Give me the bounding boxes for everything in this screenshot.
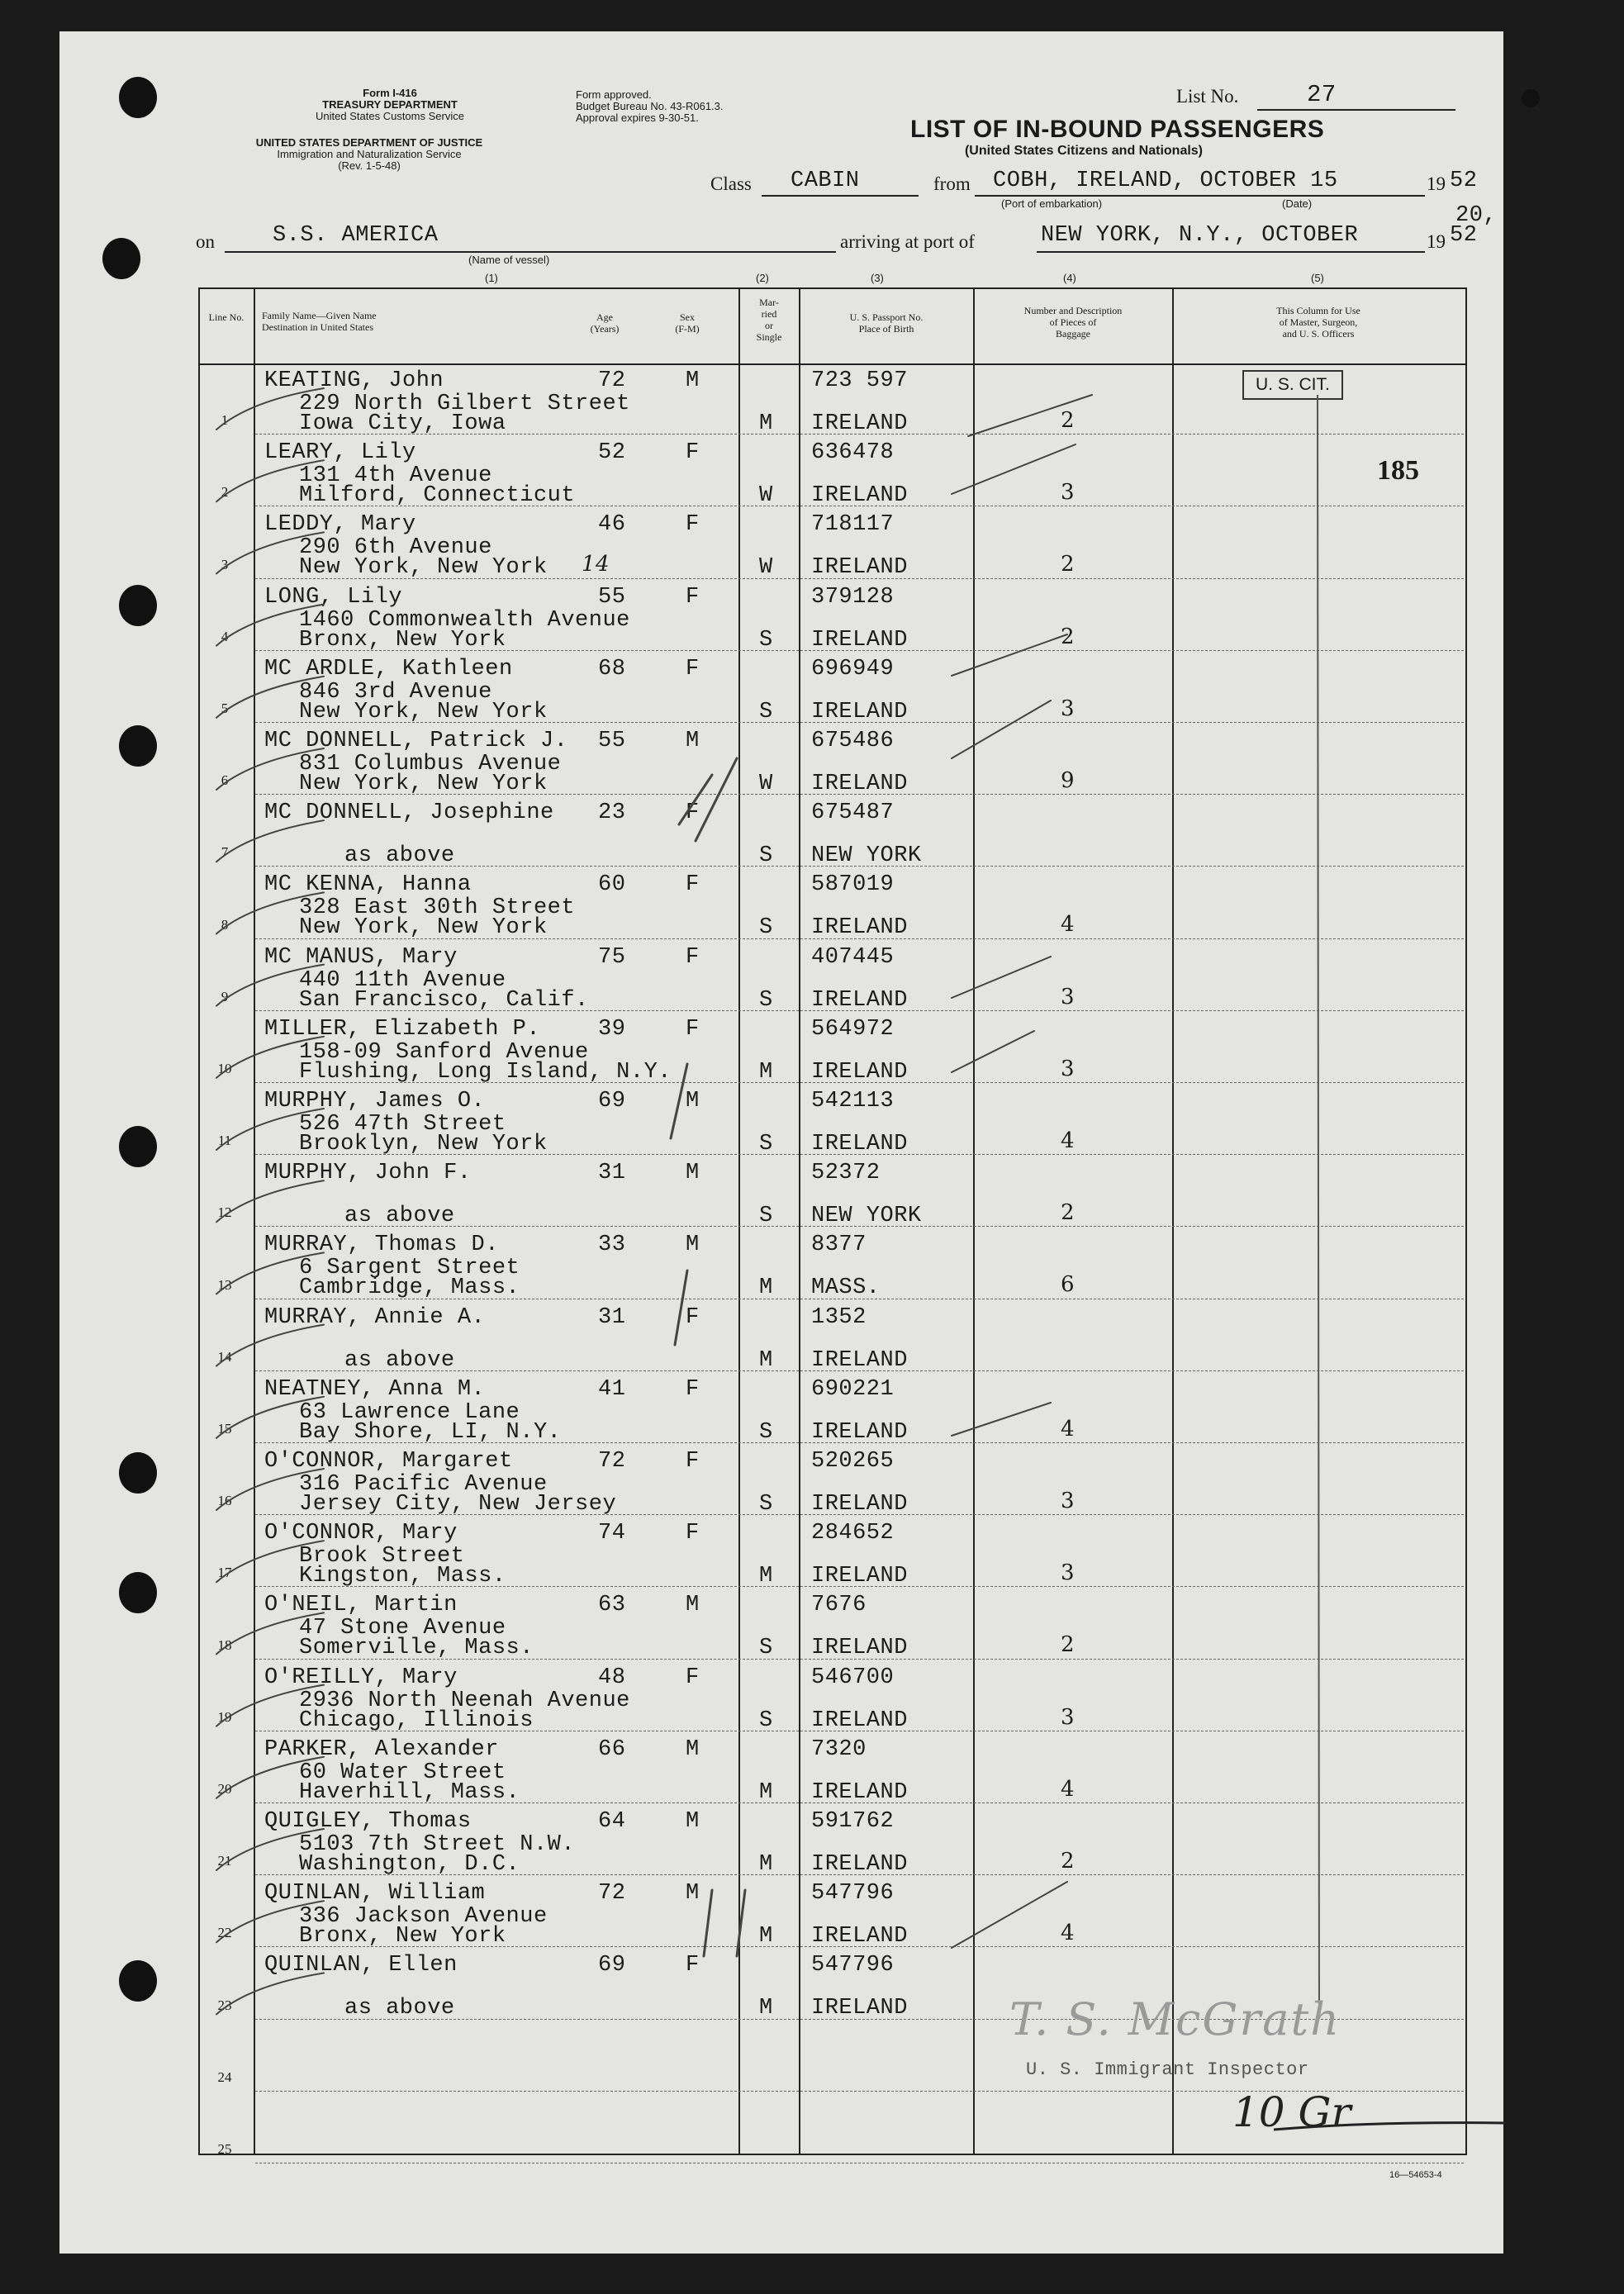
year-prefix: 19 — [1427, 173, 1446, 194]
place-of-birth: NEW YORK — [811, 843, 922, 869]
address-city: Flushing, Long Island, N.Y. — [299, 1059, 672, 1085]
passport-number: 591762 — [811, 1809, 895, 1834]
passenger-sex: F — [686, 1016, 700, 1042]
address-street: 229 North Gilbert Street — [299, 392, 630, 416]
passenger-age: 23 — [598, 800, 626, 826]
marital-status: M — [759, 1059, 773, 1085]
passenger-sex: M — [686, 1809, 700, 1834]
passenger-age: 48 — [598, 1665, 626, 1690]
passenger-sex: M — [686, 1593, 700, 1618]
page-subtitle: (United States Citizens and Nationals) — [964, 144, 1204, 158]
passenger-name: MC MANUS, Mary — [264, 944, 458, 970]
on-label: on — [196, 231, 215, 252]
address-city: Washington, D.C. — [299, 1852, 520, 1877]
address-as-above: as above — [344, 843, 455, 869]
passport-number: 690221 — [811, 1376, 895, 1402]
address-street: 6 Sargent Street — [299, 1256, 520, 1281]
us-citizen-stamp: U. S. CIT. — [1242, 370, 1343, 400]
address-street: 290 6th Avenue — [299, 535, 492, 561]
baggage-count: 4 — [1061, 1128, 1076, 1153]
line-number: 14 — [217, 1348, 232, 1365]
passenger-sex: F — [686, 584, 700, 610]
vessel-name: S.S. AMERICA — [273, 223, 439, 248]
passenger-age: 72 — [598, 368, 626, 393]
inspector-initials: 10 Gr — [1232, 2088, 1351, 2136]
passenger-sex: M — [686, 729, 700, 753]
marital-status: M — [759, 1924, 773, 1950]
line-number: 22 — [217, 1925, 232, 1941]
class-label: Class — [710, 173, 752, 194]
place-of-birth: IRELAND — [811, 1419, 908, 1445]
passenger-age: 74 — [598, 1521, 626, 1546]
marital-status: M — [759, 1564, 773, 1589]
passenger-sex: M — [686, 1089, 700, 1114]
passenger-age: 31 — [598, 1304, 626, 1330]
line-number: 9 — [221, 988, 229, 1005]
place-of-birth: IRELAND — [811, 411, 908, 436]
line-number: 5 — [221, 701, 229, 716]
place-of-birth: IRELAND — [811, 627, 908, 653]
header-line-no: Line No. — [208, 311, 245, 323]
address-city: Brooklyn, New York — [299, 1132, 548, 1156]
address-city: Bay Shore, LI, N.Y. — [299, 1419, 562, 1445]
line-number: 15 — [217, 1421, 232, 1437]
address-street: 158-09 Sanford Avenue — [299, 1039, 589, 1065]
line-number: 10 — [217, 1061, 232, 1076]
passenger-name: QUIGLEY, Thomas — [264, 1809, 472, 1834]
marital-status: S — [759, 1707, 773, 1733]
passenger-name: LEDDY, Mary — [264, 512, 416, 538]
baggage-count: 4 — [1061, 1921, 1076, 1946]
passport-number: 284652 — [811, 1521, 895, 1546]
passport-number: 675486 — [811, 729, 895, 753]
passport-number: 587019 — [811, 872, 895, 898]
baggage-count: 2 — [1061, 624, 1076, 649]
line-number: 2 — [221, 484, 229, 501]
passenger-age: 52 — [598, 440, 626, 466]
line-number: 19 — [217, 1708, 232, 1725]
address-as-above: as above — [344, 1204, 455, 1229]
address-city: Somerville, Mass. — [299, 1636, 534, 1661]
header-age-unit: (Years) — [590, 323, 620, 335]
list-no: 27 — [1307, 81, 1337, 108]
passport-number: 696949 — [811, 656, 895, 682]
baggage-count: 2 — [1061, 1632, 1076, 1658]
place-of-birth: IRELAND — [811, 1492, 908, 1517]
header-married-1: Mar- — [759, 297, 779, 308]
passenger-name: O'NEIL, Martin — [264, 1593, 458, 1618]
line-number: 21 — [217, 1853, 232, 1869]
marital-status: S — [759, 627, 773, 653]
line-number: 4 — [221, 628, 229, 644]
line-number: 18 — [217, 1636, 232, 1653]
marital-status: S — [759, 987, 773, 1013]
justice-dept: UNITED STATES DEPARTMENT OF JUSTICE — [255, 136, 483, 149]
marital-status: W — [759, 555, 773, 581]
from-year: 52 — [1450, 169, 1478, 193]
from-value: COBH, IRELAND, OCTOBER 15 — [993, 169, 1338, 193]
passport-number: 1352 — [811, 1304, 867, 1330]
marital-status: M — [759, 1779, 773, 1805]
baggage-count: 2 — [1061, 1200, 1076, 1226]
baggage-count: 3 — [1061, 984, 1076, 1009]
baggage-count: 3 — [1061, 1704, 1076, 1730]
passenger-age: 55 — [598, 729, 626, 753]
officer-count: 185 — [1377, 455, 1419, 486]
passenger-sex: F — [686, 1953, 700, 1978]
passenger-name: MURRAY, Annie A. — [264, 1304, 486, 1330]
passenger-sex: F — [686, 512, 700, 538]
arrival-year-prefix: 19 — [1427, 231, 1446, 252]
place-of-birth: IRELAND — [811, 915, 908, 941]
passenger-age: 68 — [598, 656, 626, 682]
address-street: 1460 Commonwealth Avenue — [299, 607, 630, 633]
baggage-count: 3 — [1061, 1056, 1076, 1081]
vessel-note: (Name of vessel) — [468, 254, 550, 266]
address-as-above: as above — [344, 1996, 455, 2021]
header-officers-2: of Master, Surgeon, — [1279, 316, 1358, 328]
address-city: Bronx, New York — [299, 627, 506, 653]
binder-hole — [1522, 89, 1540, 107]
passport-number: 636478 — [811, 440, 895, 466]
arriving-label: arriving at port of — [840, 231, 975, 252]
treasury-dept: TREASURY DEPARTMENT — [322, 98, 458, 111]
passenger-sex: F — [686, 1665, 700, 1690]
passenger-sex: F — [686, 800, 700, 826]
address-city: Milford, Connecticut — [299, 483, 576, 509]
marital-status: S — [759, 699, 773, 724]
address-as-above: as above — [344, 1347, 455, 1373]
class-value: CABIN — [791, 169, 860, 193]
passenger-name: O'CONNOR, Mary — [264, 1521, 458, 1546]
passport-number: 564972 — [811, 1016, 895, 1042]
passenger-age: 55 — [598, 584, 626, 610]
line-number: 3 — [221, 556, 229, 572]
line-number: 1 — [221, 412, 229, 429]
passenger-name: QUINLAN, William — [264, 1881, 486, 1907]
header-officers-1: This Column for Use — [1276, 305, 1360, 316]
footer-code: 16—54653-4 — [1389, 2170, 1442, 2180]
place-of-birth: IRELAND — [811, 699, 908, 724]
passenger-sex: F — [686, 1521, 700, 1546]
line-number: 16 — [217, 1493, 232, 1509]
passport-number: 379128 — [811, 584, 895, 610]
header-age: Age — [596, 311, 613, 323]
line-number: 25 — [217, 2141, 232, 2157]
form-number: Form I-416 — [363, 87, 417, 99]
passenger-list-page — [59, 31, 1503, 2254]
marital-status: S — [759, 1132, 773, 1156]
place-of-birth: IRELAND — [811, 1564, 908, 1589]
address-street: 47 Stone Avenue — [299, 1616, 506, 1641]
header-baggage-2: of Pieces of — [1049, 316, 1097, 328]
passenger-sex: F — [686, 1376, 700, 1402]
header-name: Family Name—Given Name — [262, 310, 377, 321]
baggage-count: 4 — [1061, 912, 1076, 938]
marital-status: S — [759, 1204, 773, 1229]
passport-number: 8377 — [811, 1232, 867, 1258]
place-of-birth: IRELAND — [811, 1132, 908, 1156]
address-street: 5103 7th Street N.W. — [299, 1832, 576, 1857]
passenger-name: QUINLAN, Ellen — [264, 1953, 458, 1978]
marital-status: S — [759, 1492, 773, 1517]
revision: (Rev. 1-5-48) — [338, 159, 401, 172]
line-number: 23 — [217, 1997, 232, 2013]
passenger-age: 33 — [598, 1232, 626, 1258]
passport-number: 7676 — [811, 1593, 867, 1618]
line-number: 6 — [221, 772, 229, 789]
address-city: Jersey City, New Jersey — [299, 1492, 617, 1517]
marital-status: S — [759, 1636, 773, 1661]
place-of-birth: IRELAND — [811, 1996, 908, 2021]
passport-number: 407445 — [811, 944, 895, 970]
address-city: Bronx, New York — [299, 1924, 506, 1950]
arrival-day: 20, — [1455, 203, 1498, 228]
address-city: Kingston, Mass. — [299, 1564, 506, 1589]
line-number: 17 — [217, 1565, 232, 1581]
passenger-age: 39 — [598, 1016, 626, 1042]
address-street: 328 East 30th Street — [299, 895, 576, 921]
budget-bureau: Budget Bureau No. 43-R061.3. — [576, 100, 724, 112]
header-married-3: or — [765, 320, 773, 331]
address-street: 526 47th Street — [299, 1112, 506, 1137]
header-officers-3: and U. S. Officers — [1282, 328, 1355, 340]
place-of-birth: IRELAND — [811, 1779, 908, 1805]
from-label: from — [933, 173, 971, 194]
passport-number: 675487 — [811, 800, 895, 826]
address-street: 131 4th Avenue — [299, 463, 492, 489]
place-of-birth: IRELAND — [811, 1924, 908, 1950]
passenger-name: MC KENNA, Hanna — [264, 872, 472, 898]
address-street: 440 11th Avenue — [299, 967, 506, 993]
passport-number: 547796 — [811, 1881, 895, 1907]
header-married-4: Single — [756, 331, 782, 343]
baggage-count: 3 — [1061, 480, 1076, 506]
line-number: 13 — [217, 1276, 232, 1293]
place-of-birth: NEW YORK — [811, 1204, 922, 1229]
ins-service: Immigration and Naturalization Service — [277, 148, 462, 160]
arrival-year: 52 — [1450, 223, 1478, 248]
address-city: Iowa City, Iowa — [299, 411, 506, 436]
header-passport: U. S. Passport No. — [849, 311, 924, 323]
marital-status: M — [759, 1347, 773, 1373]
address-city: Chicago, Illinois — [299, 1707, 534, 1733]
address-street: Brook Street — [299, 1544, 465, 1570]
baggage-count: 4 — [1061, 1776, 1076, 1802]
place-of-birth: IRELAND — [811, 555, 908, 581]
passenger-name: MURPHY, John F. — [264, 1161, 472, 1186]
passenger-age: 63 — [598, 1593, 626, 1618]
passport-number: 520265 — [811, 1449, 895, 1474]
place-of-birth: IRELAND — [811, 483, 908, 509]
place-of-birth: IRELAND — [811, 1707, 908, 1733]
baggage-count: 2 — [1061, 1849, 1076, 1874]
passenger-age: 72 — [598, 1449, 626, 1474]
passenger-age: 66 — [598, 1736, 626, 1762]
marital-status: S — [759, 915, 773, 941]
passport-number: 7320 — [811, 1736, 867, 1762]
baggage-count: 6 — [1061, 1272, 1076, 1298]
arrival-port: NEW YORK, N.Y., OCTOBER — [1041, 223, 1359, 248]
port-embark-note: (Port of embarkation) — [1001, 197, 1103, 210]
address-street: 63 Lawrence Lane — [299, 1399, 520, 1425]
address-city: San Francisco, Calif. — [299, 987, 589, 1013]
passenger-name: LONG, Lily — [264, 584, 403, 610]
baggage-count: 2 — [1061, 552, 1076, 577]
column-number-2: (2) — [756, 272, 769, 284]
passenger-age: 69 — [598, 1089, 626, 1114]
customs-service: United States Customs Service — [316, 110, 464, 122]
date-note: (Date) — [1282, 197, 1313, 210]
marital-status: M — [759, 411, 773, 436]
inspector-title: U. S. Immigrant Inspector — [1026, 2059, 1309, 2080]
passport-number: 723 597 — [811, 368, 908, 393]
baggage-count: 3 — [1061, 696, 1076, 721]
line-number: 11 — [217, 1133, 232, 1149]
passport-number: 542113 — [811, 1089, 895, 1114]
page-title: LIST OF IN-BOUND PASSENGERS — [910, 116, 1325, 143]
passenger-age: 64 — [598, 1809, 626, 1834]
column-number-5: (5) — [1311, 272, 1324, 284]
passport-number: 52372 — [811, 1161, 881, 1186]
line-number: 20 — [217, 1781, 232, 1797]
line-number: 8 — [221, 916, 229, 933]
marital-status: M — [759, 1275, 773, 1301]
header-sex-codes: (F-M) — [675, 323, 700, 335]
address-street: 60 Water Street — [299, 1760, 506, 1785]
passport-number: 718117 — [811, 512, 895, 538]
passenger-name: MILLER, Elizabeth P. — [264, 1016, 541, 1042]
marital-status: S — [759, 1419, 773, 1445]
passenger-age: 69 — [598, 1953, 626, 1978]
passenger-sex: F — [686, 440, 700, 466]
passenger-name: MURPHY, James O. — [264, 1089, 486, 1114]
marital-status: W — [759, 772, 773, 796]
header-baggage-1: Number and Description — [1023, 305, 1123, 316]
column-number-3: (3) — [871, 272, 884, 284]
passenger-sex: M — [686, 368, 700, 393]
address-city: New York, New York — [299, 555, 548, 581]
passenger-name: MC DONNELL, Patrick J. — [264, 729, 568, 753]
address-city: New York, New York — [299, 915, 548, 941]
address-city: Haverhill, Mass. — [299, 1779, 520, 1805]
passenger-age: 60 — [598, 872, 626, 898]
header-married-2: ried — [761, 308, 777, 320]
address-street: 831 Columbus Avenue — [299, 752, 562, 777]
inspector-signature: T. S. McGrath — [1009, 1993, 1341, 2045]
marital-status: S — [759, 843, 773, 869]
place-of-birth: MASS. — [811, 1275, 881, 1301]
approval-expires: Approval expires 9-30-51. — [576, 112, 699, 124]
passenger-sex: F — [686, 944, 700, 970]
passenger-age: 41 — [598, 1376, 626, 1402]
marital-status: W — [759, 483, 773, 509]
baggage-count: 2 — [1061, 408, 1076, 433]
passenger-sex: F — [686, 656, 700, 682]
passenger-sex: F — [686, 1449, 700, 1474]
header-sex: Sex — [680, 311, 695, 323]
line-number: 7 — [221, 844, 229, 861]
address-street: 316 Pacific Avenue — [299, 1472, 548, 1497]
place-of-birth: IRELAND — [811, 1636, 908, 1661]
baggage-count: 3 — [1061, 1489, 1076, 1513]
passenger-name: O'REILLY, Mary — [264, 1665, 458, 1690]
address-street: 846 3rd Avenue — [299, 679, 492, 705]
marital-status: M — [759, 1852, 773, 1877]
list-no-label: List No. — [1176, 86, 1239, 107]
header-baggage-3: Baggage — [1056, 328, 1090, 340]
passport-number: 546700 — [811, 1665, 895, 1690]
passport-number: 547796 — [811, 1953, 895, 1978]
form-approved: Form approved. — [576, 88, 652, 101]
passenger-sex: M — [686, 1881, 700, 1907]
column-number-1: (1) — [485, 272, 498, 284]
address-street: 336 Jackson Avenue — [299, 1904, 548, 1930]
place-of-birth: IRELAND — [811, 1347, 908, 1373]
address-city: New York, New York — [299, 772, 548, 796]
passenger-sex: M — [686, 1161, 700, 1186]
handwritten-note: 14 — [582, 552, 610, 577]
baggage-count: 4 — [1061, 1416, 1076, 1441]
passenger-sex: M — [686, 1232, 700, 1258]
baggage-count: 9 — [1061, 768, 1076, 793]
place-of-birth: IRELAND — [811, 1059, 908, 1085]
passenger-name: PARKER, Alexander — [264, 1736, 499, 1762]
passenger-sex: F — [686, 872, 700, 898]
address-city: Cambridge, Mass. — [299, 1275, 520, 1301]
passenger-age: 72 — [598, 1881, 626, 1907]
passenger-sex: M — [686, 1736, 700, 1762]
passenger-age: 75 — [598, 944, 626, 970]
passenger-name: NEATNEY, Anna M. — [264, 1376, 486, 1402]
pen-check-marks — [59, 31, 1503, 2254]
passenger-sex: F — [686, 1304, 700, 1330]
address-city: New York, New York — [299, 699, 548, 724]
passenger-name: O'CONNOR, Margaret — [264, 1449, 513, 1474]
header-destination: Destination in United States — [262, 321, 373, 333]
passenger-age: 46 — [598, 512, 626, 538]
passenger-name: LEARY, Lily — [264, 440, 416, 466]
place-of-birth: IRELAND — [811, 772, 908, 796]
header-birthplace: Place of Birth — [858, 323, 914, 335]
passenger-name: MC ARDLE, Kathleen — [264, 656, 513, 682]
passenger-name: MURRAY, Thomas D. — [264, 1232, 499, 1258]
passenger-age: 31 — [598, 1161, 626, 1186]
place-of-birth: IRELAND — [811, 1852, 908, 1877]
column-number-4: (4) — [1063, 272, 1076, 284]
passenger-name: MC DONNELL, Josephine — [264, 800, 554, 826]
place-of-birth: IRELAND — [811, 987, 908, 1013]
baggage-count: 3 — [1061, 1560, 1076, 1586]
address-street: 2936 North Neenah Avenue — [299, 1688, 630, 1713]
line-number: 24 — [217, 2068, 232, 2085]
marital-status: M — [759, 1996, 773, 2021]
passenger-name: KEATING, John — [264, 368, 444, 393]
line-number: 12 — [217, 1204, 232, 1221]
